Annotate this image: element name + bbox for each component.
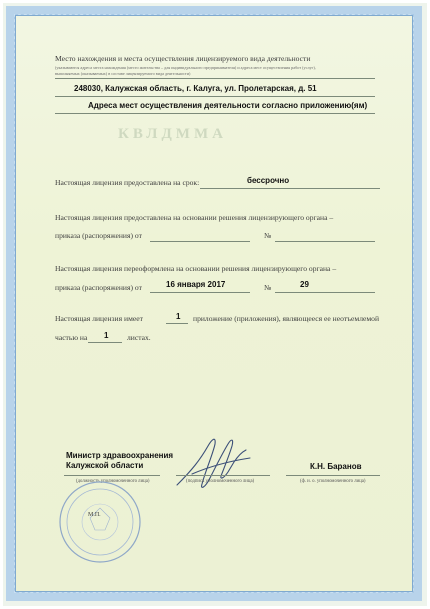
handwritten-signature (172, 430, 262, 495)
stamp-mark: М.П. (88, 512, 101, 518)
reissued-order-label: приказа (распоряжения) от (55, 283, 142, 292)
reissued-number: 29 (300, 280, 309, 289)
position-caption: (должность уполномоченного лица) (76, 479, 150, 484)
term-underline (200, 188, 380, 189)
location-heading: Место нахождения и места осуществления лицензируемого вида деятельности (55, 54, 311, 63)
name-caption: (ф. и. о. уполномоченного лица) (300, 479, 366, 484)
divider (55, 96, 375, 97)
reissued-number-underline (275, 292, 375, 293)
signer-position-1: Министр здравоохранения (66, 451, 174, 460)
granted-number-underline (275, 241, 375, 242)
name-underline (286, 475, 380, 476)
reissued-number-label: № (264, 283, 272, 292)
appendix-sheets-underline (88, 342, 122, 343)
official-stamp (55, 478, 145, 566)
reissued-basis: Настоящая лицензия переоформлена на основании решения лицензирующего органа – (55, 264, 337, 273)
granted-order-label: приказа (распоряжения) от (55, 231, 142, 240)
location-subtitle-1: (указываются адреса места нахождения (место жительства – для индивидуального предпринимателя) и адреса мест осуществления работ (услуг), (55, 65, 316, 70)
reissued-date: 16 января 2017 (166, 280, 226, 289)
address-line: 248030, Калужская область, г. Калуга, ул. Пролетарская, д. 51 (74, 84, 317, 93)
term-label: Настоящая лицензия предоставлена на срок: (55, 178, 200, 187)
divider (55, 78, 375, 79)
divider (55, 113, 375, 114)
reissued-date-underline (150, 292, 250, 293)
granted-basis: Настоящая лицензия предоставлена на основании решения лицензирующего органа – (55, 213, 334, 222)
granted-date-underline (150, 241, 250, 242)
position-underline (64, 475, 160, 476)
signer-position-2: Калужской области (66, 461, 144, 470)
appendix-text-4: листах. (127, 333, 151, 342)
places-note: Адреса мест осуществления деятельности согласно приложению(ям) (88, 101, 368, 110)
term-value: бессрочно (247, 176, 290, 185)
signature-underline (176, 475, 270, 476)
watermark-text: КВЛДММА (118, 126, 227, 142)
location-subtitle-2: выполняемых (оказываемых) в составе лицензируемого вида деятельности) (55, 71, 191, 76)
granted-number-label: № (264, 231, 272, 240)
appendix-count-underline (166, 323, 188, 324)
appendix-count: 1 (176, 312, 181, 321)
appendix-sheets: 1 (104, 331, 109, 340)
appendix-text-1: Настоящая лицензия имеет (55, 314, 143, 323)
appendix-text-3: частью на (55, 333, 88, 342)
appendix-text-2: приложение (приложения), являющееся ее неотъемлемой (193, 314, 380, 323)
signer-name: К.Н. Баранов (310, 462, 362, 471)
signature-caption: (подпись уполномоченного лица) (186, 479, 255, 484)
